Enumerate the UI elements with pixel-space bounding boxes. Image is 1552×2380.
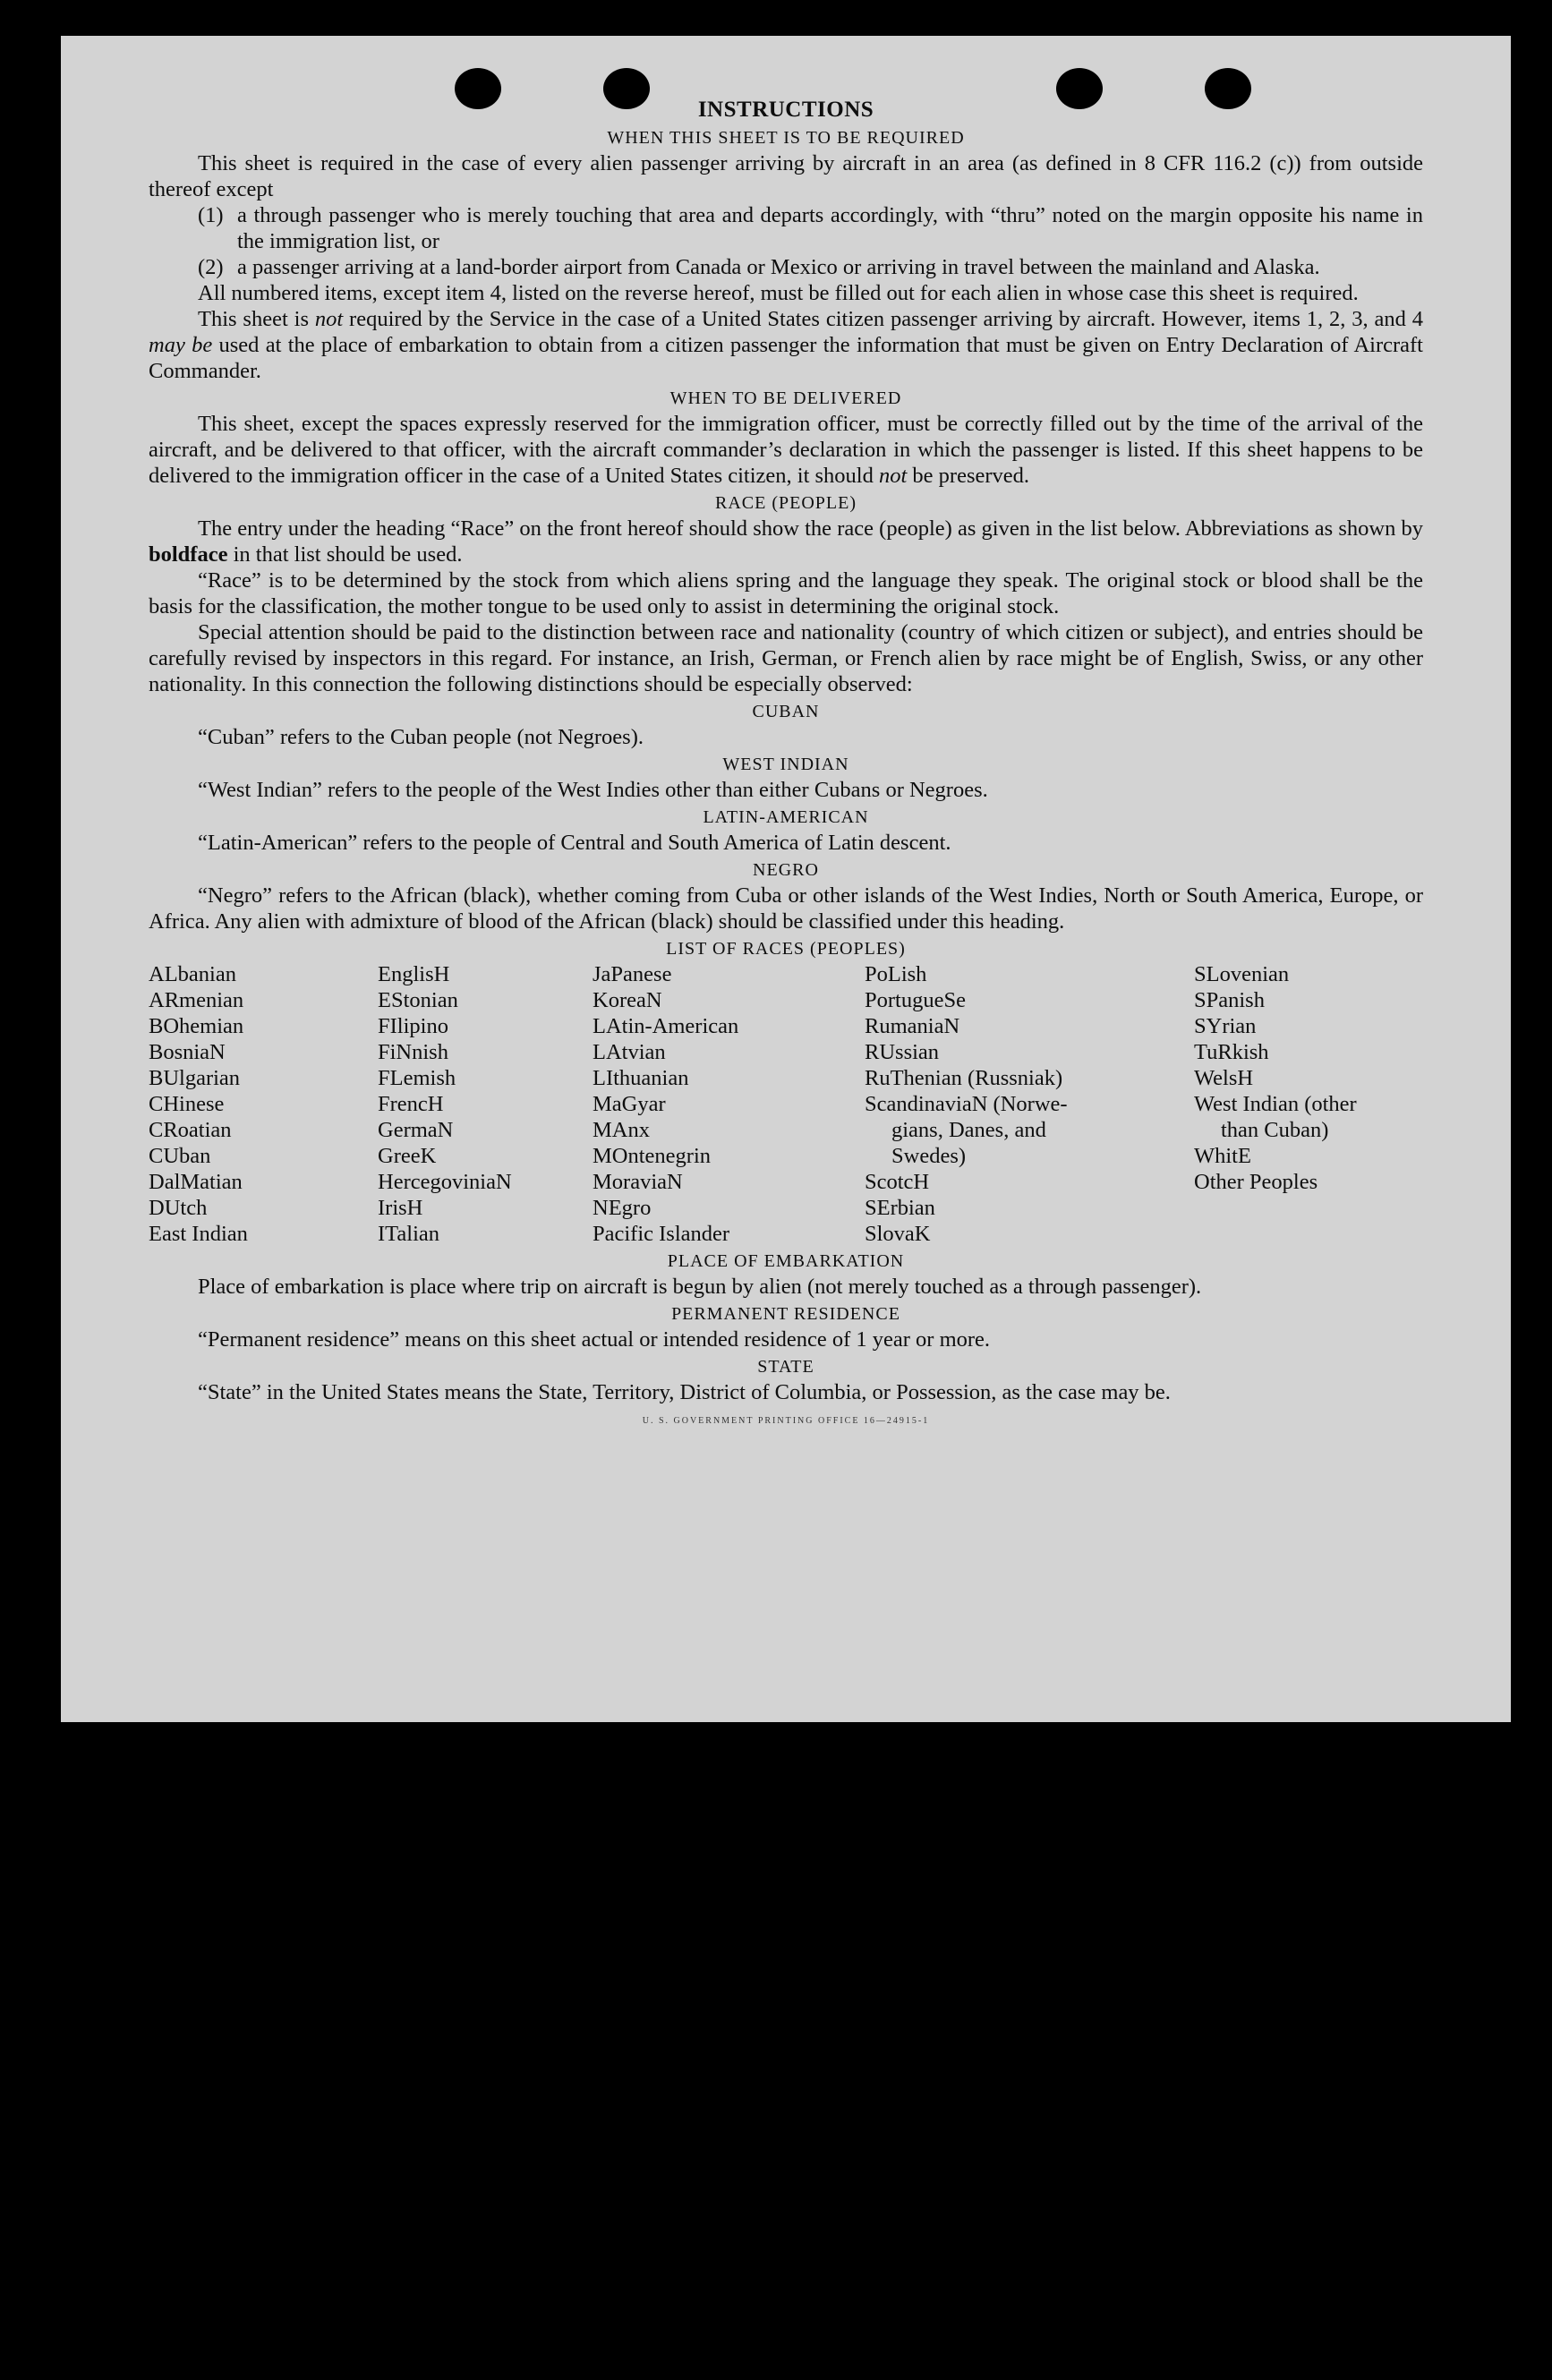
punch-hole: [1205, 68, 1251, 109]
race-entry: SYrian: [1194, 1014, 1257, 1038]
race-entry: RuThenian (Russniak): [865, 1066, 1063, 1090]
race-entry: MaGyar: [593, 1092, 666, 1116]
race-entry: CUban: [149, 1144, 211, 1168]
race-entry: BOhemian: [149, 1014, 244, 1038]
race-list: [149, 961, 1423, 1247]
race-entry: than Cuban): [1221, 1118, 1329, 1142]
race-entry: LAtvian: [593, 1040, 666, 1064]
race-entry: WelsH: [1194, 1066, 1254, 1090]
race-entry: FrencH: [378, 1092, 444, 1116]
race-entry: ARmenian: [149, 988, 244, 1012]
punch-hole: [603, 68, 650, 109]
race-entry: ITalian: [378, 1222, 440, 1246]
paragraph: “State” in the United States means the State, Territory, District of Columbia, or Possession, as the case may be.: [198, 1380, 1171, 1404]
paragraph: Place of embarkation is place where trip on aircraft is begun by alien (not merely touched as a through passenger).: [198, 1275, 1202, 1299]
race-entry: GreeK: [378, 1144, 437, 1168]
race-entry: KoreaN: [593, 988, 662, 1012]
race-entry: WhitE: [1194, 1144, 1251, 1168]
race-entry: JaPanese: [593, 962, 672, 986]
paragraph: All numbered items, except item 4, listed on the reverse hereof, must be filled out for each alien in whose case this sheet is required.: [198, 281, 1359, 305]
race-entry: NEgro: [593, 1196, 652, 1220]
race-entry: Swedes): [891, 1144, 967, 1168]
paragraph: “Race” is to be determined by the stock from which aliens spring and the language they speak. The original stock or blood shall be the basis for the classification, the mother tongue to be used only to assist in determining the original stock.: [149, 568, 1423, 618]
section-heading: WHEN THIS SHEET IS TO BE REQUIRED: [607, 128, 965, 148]
race-entry: Pacific Islander: [593, 1222, 730, 1246]
race-entry: MoraviaN: [593, 1170, 683, 1194]
paragraph: “Cuban” refers to the Cuban people (not Negroes).: [198, 725, 644, 749]
race-column: [865, 961, 1194, 1247]
race-entry: SErbian: [865, 1196, 935, 1220]
race-entry: CRoatian: [149, 1118, 232, 1142]
paragraph: This sheet, except the spaces expressly reserved for the immigration officer, must be correctly filled out by the time of the arrival of the aircraft, and be delivered to that officer, with the aircraft commander’s declaration in which the passenger is listed. If this sheet happens to be delivered to the immigration officer in the case of a United States citizen, it should not be preserved.: [149, 412, 1423, 488]
punch-hole: [455, 68, 501, 109]
race-entry: ScotcH: [865, 1170, 930, 1194]
race-entry: PoLish: [865, 962, 927, 986]
paragraph: “West Indian” refers to the people of the West Indies other than either Cubans or Negroes.: [198, 778, 988, 802]
section-heading: PLACE OF EMBARKATION: [667, 1251, 905, 1271]
race-entry: HercegoviniaN: [378, 1170, 512, 1194]
race-entry: PortugueSe: [865, 988, 966, 1012]
paragraph: “Latin-American” refers to the people of Central and South America of Latin descent.: [198, 831, 951, 855]
race-entry: FiNnish: [378, 1040, 448, 1064]
race-entry: EnglisH: [378, 962, 450, 986]
race-entry: MOntenegrin: [593, 1144, 711, 1168]
section-heading: CUBAN: [752, 702, 820, 721]
race-entry: FIlipino: [378, 1014, 448, 1038]
race-entry: DUtch: [149, 1196, 208, 1220]
race-entry: RUssian: [865, 1040, 940, 1064]
list-item: (1) a through passenger who is merely touching that area and departs accordingly, with “thru” noted on the margin opposite his name in the immigration list, or: [198, 203, 1423, 253]
race-entry: LAtin-American: [593, 1014, 739, 1038]
section-heading: PERMANENT RESIDENCE: [671, 1304, 900, 1324]
race-entry: GermaN: [378, 1118, 454, 1142]
race-entry: ALbanian: [149, 962, 236, 986]
section-heading: WEST INDIAN: [722, 755, 849, 774]
race-entry: SlovaK: [865, 1222, 931, 1246]
race-column: [593, 961, 865, 1247]
race-column: [1194, 961, 1423, 1247]
race-entry: BosniaN: [149, 1040, 226, 1064]
printer-imprint: U. S. GOVERNMENT PRINTING OFFICE 16—24915-1: [642, 1416, 930, 1426]
race-entry: ScandinaviaN (Norwe-: [865, 1092, 1068, 1116]
race-entry: CHinese: [149, 1092, 225, 1116]
race-entry: EStonian: [378, 988, 458, 1012]
race-column: [378, 961, 593, 1247]
race-entry: DalMatian: [149, 1170, 243, 1194]
list-item: (2) a passenger arriving at a land-border airport from Canada or Mexico or arriving in travel between the mainland and Alaska.: [198, 255, 1320, 279]
race-entry: FLemish: [378, 1066, 456, 1090]
paragraph: The entry under the heading “Race” on the front hereof should show the race (people) as given in the list below. Abbreviations as shown by boldface in that list should be used.: [149, 516, 1423, 567]
race-entry: TuRkish: [1194, 1040, 1269, 1064]
section-heading: NEGRO: [753, 860, 819, 880]
race-entry: Other Peoples: [1194, 1170, 1318, 1194]
paragraph: This sheet is required in the case of every alien passenger arriving by aircraft in an area (as defined in 8 CFR 116.2 (c)) from outside thereof except: [149, 151, 1423, 201]
instruction-sheet: [61, 36, 1511, 1722]
race-column: [149, 961, 378, 1247]
section-heading: LATIN-AMERICAN: [703, 807, 869, 827]
paragraph: “Permanent residence” means on this sheet actual or intended residence of 1 year or more.: [198, 1327, 991, 1352]
race-entry: SLovenian: [1194, 962, 1290, 986]
page-title: INSTRUCTIONS: [697, 98, 874, 122]
race-entry: West Indian (other: [1194, 1092, 1357, 1116]
punch-hole: [1056, 68, 1103, 109]
section-heading: STATE: [757, 1357, 814, 1377]
race-entry: IrisH: [378, 1196, 423, 1220]
paragraph: Special attention should be paid to the distinction between race and nationality (country of which citizen or subject), and entries should be carefully revised by inspectors in this regard. For instance, an Irish, German, or French alien by race might be of English, Swiss, or any other nationality. In this connection the following distinctions should be especially observed:: [149, 620, 1423, 696]
paragraph: This sheet is not required by the Service in the case of a United States citizen passenger arriving by aircraft. However, items 1, 2, 3, and 4 may be used at the place of embarkation to obtain from a citizen passenger the information that must be given on Entry Declaration of Aircraft Commander.: [149, 307, 1424, 383]
race-entry: RumaniaN: [865, 1014, 960, 1038]
race-entry: LIthuanian: [593, 1066, 689, 1090]
race-entry: BUlgarian: [149, 1066, 241, 1090]
paragraph: “Negro” refers to the African (black), whether coming from Cuba or other islands of the West Indies, North or South America, Europe, or Africa. Any alien with admixture of blood of the African (black) should be classified under this heading.: [149, 883, 1423, 934]
section-heading: LIST OF RACES (PEOPLES): [666, 939, 906, 959]
race-entry: SPanish: [1194, 988, 1265, 1012]
section-heading: WHEN TO BE DELIVERED: [669, 388, 902, 408]
section-heading: RACE (PEOPLE): [715, 493, 857, 513]
race-entry: East Indian: [149, 1222, 248, 1246]
race-entry: MAnx: [593, 1118, 650, 1142]
race-entry: gians, Danes, and: [891, 1118, 1046, 1142]
